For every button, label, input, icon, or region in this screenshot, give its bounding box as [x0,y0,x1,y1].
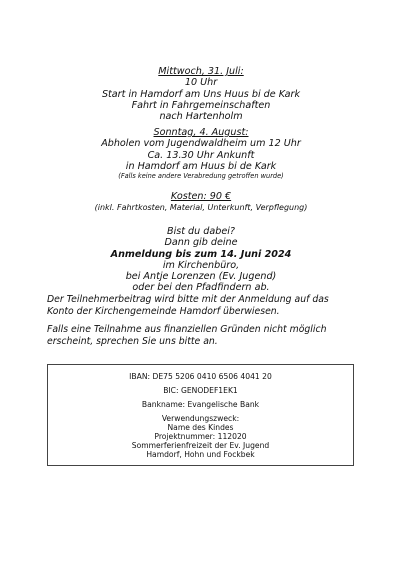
bank-name: Bankname: Evangelische Bank [141,400,260,409]
departure-time: 10 Uhr [184,77,218,89]
costs-label: Kosten: 90 € [170,191,232,202]
purpose-places: Hamdorf, Hohn und Fockbek [146,450,255,459]
departure-start: Start in Hamdorf am Uns Huus bi de Kark [101,88,301,100]
signup-person: bei Antje Lorenzen (Ev. Jugend) [125,271,277,283]
purpose-project-number: Projektnummer: 112020 [154,432,247,441]
return-date: Sonntag, 4. August: [153,127,249,138]
departure-section [40,66,362,122]
costs-detail: (inkl. Fahrtkosten, Material, Unterkunft, Verpflegung) [94,203,308,213]
bank-bic: BIC: GENODEF1EK1 [163,386,238,395]
purpose-child-name: Name des Kindes [167,423,234,432]
signup-section [40,226,362,294]
return-pickup: Abholen vom Jugendwaldheim um 12 Uhr [101,138,301,150]
return-place: in Hamdorf am Huus bi de Kark [125,160,277,172]
departure-destination: nach Hartenholm [159,111,243,123]
bank-iban: IBAN: DE75 5206 0410 6506 4041 20 [129,372,272,381]
financial-line-2: erscheint, sprechen Sie uns bitte an. [47,335,218,347]
return-note: (Falls keine andere Verabredung getroffen wurde) [118,172,284,181]
purpose-label: Verwendungszweck: [161,414,240,423]
bank-details-box [47,364,354,466]
payment-line-2: Konto der Kirchengemeinde Hamdorf überwiesen. [47,305,280,317]
signup-office: im Kirchenbüro, [162,259,240,271]
purpose-event: Sommerferienfreizeit der Ev. Jugend [131,441,270,450]
departure-date: Mittwoch, 31. Juli: [158,66,244,77]
signup-scouts: oder bei den Pfadfindern ab. [132,282,270,294]
departure-ride: Fahrt in Fahrgemeinschaften [131,99,271,111]
financial-line-1: Falls eine Teilnahme aus finanziellen Gründen nicht möglich [47,324,327,335]
signup-deadline: Anmeldung bis zum 14. Juni 2024 [110,248,292,260]
financial-paragraph [47,324,367,347]
return-section [40,127,362,181]
payment-paragraph [47,294,367,317]
costs-section [40,191,362,213]
return-arrival: Ca. 13.30 Uhr Ankunft [147,149,255,161]
signup-question: Bist du dabei? [167,226,235,237]
payment-line-1: Der Teilnehmerbeitrag wird bitte mit der Anmeldung auf das [47,294,329,305]
signup-give: Dann gib deine [164,237,238,249]
